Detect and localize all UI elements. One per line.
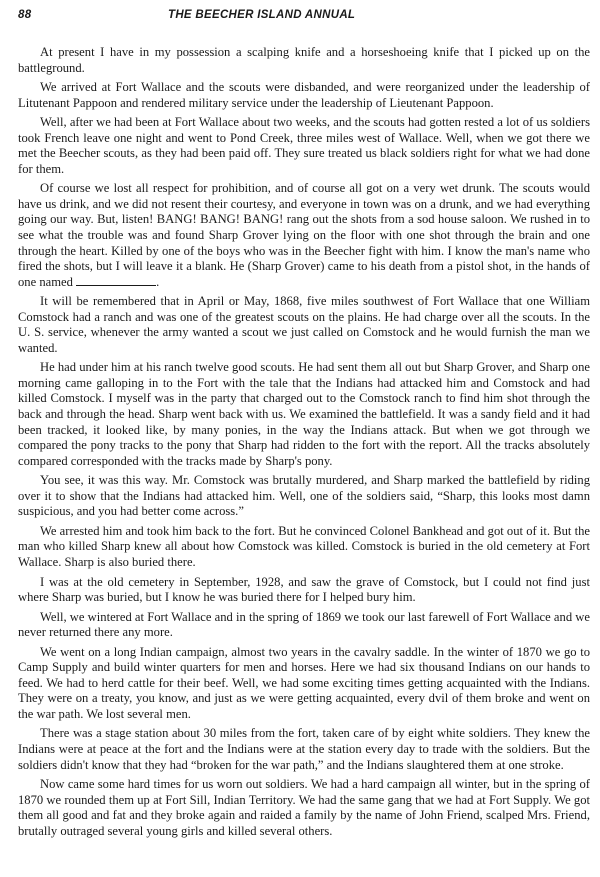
paragraph: We arrived at Fort Wallace and the scouts were disbanded, and were reorganized under the leadership of Litutenant Pappoon and rendered military service under the leadership of Lieutenant Pappoon. <box>18 80 590 110</box>
paragraph-text: Of course we lost all respect for prohibition, and of course all got on a very wet drunk. The scouts would have us drink, and we did not resent their courtesy, and everyone in town was on a drunk, and we had everything going our way. But, listen! BANG! BANG! BANG! rang out the shots from a sod house saloon. We rushed in to see what the trouble was and found Sharp Grover lying on the floor with one shot through the brain and one through the heart. Killed by one of the boys who was in the Beecher fight with him. I know the man's name who fired the shots, but I will leave it a blank. He (Sharp Grover) came to his death from a pistol shot, in the hands of one named <box>18 181 590 289</box>
page-header <box>18 9 590 31</box>
paragraph: We arrested him and took him back to the fort. But he convinced Colonel Bankhead and got out of it. But the man who killed Sharp knew all about how Comstock was killed. Comstock is buried in the old cemetery at Fort Wallace. Sharp is also buried there. <box>18 523 590 569</box>
paragraph: Well, after we had been at Fort Wallace about two weeks, and the scouts had gotten rested a lot of us soldiers took French leave one night and went to Pond Creek, three miles west of Wallace. Well, when we got there we met the Beecher scouts, as they had been paid off. They sure treated us black soldiers right for what we had done for them. <box>18 115 590 176</box>
paragraph: At present I have in my possession a scalping knife and a horseshoeing knife that I picked up on the battleground. <box>18 45 590 75</box>
paragraph: Well, we wintered at Fort Wallace and in the spring of 1869 we took our last farewell of Fort Wallace and we never returned there any more. <box>18 609 590 640</box>
name-blank <box>76 275 156 286</box>
paragraph: It will be remembered that in April or May, 1868, five miles southwest of Fort Wallace that one William Comstock had a ranch and was one of the greatest scouts on the plains. He had charge over all the scouts. In the U. S. service, whenever the army wanted a scout we just called on Comstock and he would furnish the man we wanted. <box>18 294 590 355</box>
paragraph: We went on a long Indian campaign, almost two years in the cavalry saddle. In the winter of 1870 we go to Camp Supply and build winter quarters for men and horses. Here we had six thousand Indians on our hands to feed. We had to herd cattle for their beef. Well, we had some exciting times getting acquainted with the Indians. They were on a treaty, you know, and just as we were getting acquainted, every dvil of them broke and went on the war path. We lost several men. <box>18 644 590 721</box>
article-body <box>18 45 590 839</box>
paragraph: Of course we lost all respect for prohibition, and of course all got on a very wet drunk. The scouts would have us drink, and we did not resent their courtesy, and everyone in town was on a drunk, and we had everything going our way. But, listen! BANG! BANG! BANG! rang out the shots from a sod house saloon. We rushed in to see what the trouble was and found Sharp Grover lying on the floor with one shot through the brain and one through the heart. Killed by one of the boys who was in the Beecher fight with him. I know the man's name who fired the shots, but I will leave it a blank. He (Sharp Grover) came to his death from a pistol shot, in the hands of one named . <box>18 181 590 289</box>
paragraph: Now came some hard times for us worn out soldiers. We had a hard campaign all winter, but in the spring of 1870 we rounded them up at Fort Sill, Indian Territory. We had the same gang that we had at Fort Supply. We got them all good and fat and they broke again and raided a family by the name of John Friend, scalped Mrs. Friend, brutally outraged several young girls and killed several others. <box>18 777 590 838</box>
paragraph: There was a stage station about 30 miles from the fort, taken care of by eight white soldiers. They knew the Indians were at peace at the fort and the Indians were at the station every day to trade with the soldiers. But the soldiers didn't know that they had “broken for the war path,” and the Indians slaughtered them at one stroke. <box>18 726 590 772</box>
page-number: 88 <box>18 9 32 21</box>
page-title: THE BEECHER ISLAND ANNUAL <box>168 9 356 21</box>
paragraph: He had under him at his ranch twelve good scouts. He had sent them all out but Sharp Grover, and Sharp one morning came galloping in to the Fort with the tale that the Indians had attacked him and Comstock and had killed Comstock. I myself was in the party that charged out to the Comstock ranch to find him shot through the back and through the head. Sharp went back with us. We examined the battlefield. It was a sandy field and it had been tracked, it looked like, by many ponies, in the way the Indians attack. But when we got through we compared the pony tracks to the pony that Sharp had ridden to the fort with the report. All the tracks absolutely compared corresponded with the tracks made by Sharp's pony. <box>18 360 590 468</box>
paragraph: You see, it was this way. Mr. Comstock was brutally murdered, and Sharp marked the battlefield by riding over it to show that the Indians had attacked him. Well, one of the soldiers said, “Sharp, this looks most damn suspicious, and you had better come across.” <box>18 473 590 519</box>
paragraph: I was at the old cemetery in September, 1928, and saw the grave of Comstock, but I could not find just where Sharp was buried, but I know he was buried there for I helped bury him. <box>18 574 590 605</box>
